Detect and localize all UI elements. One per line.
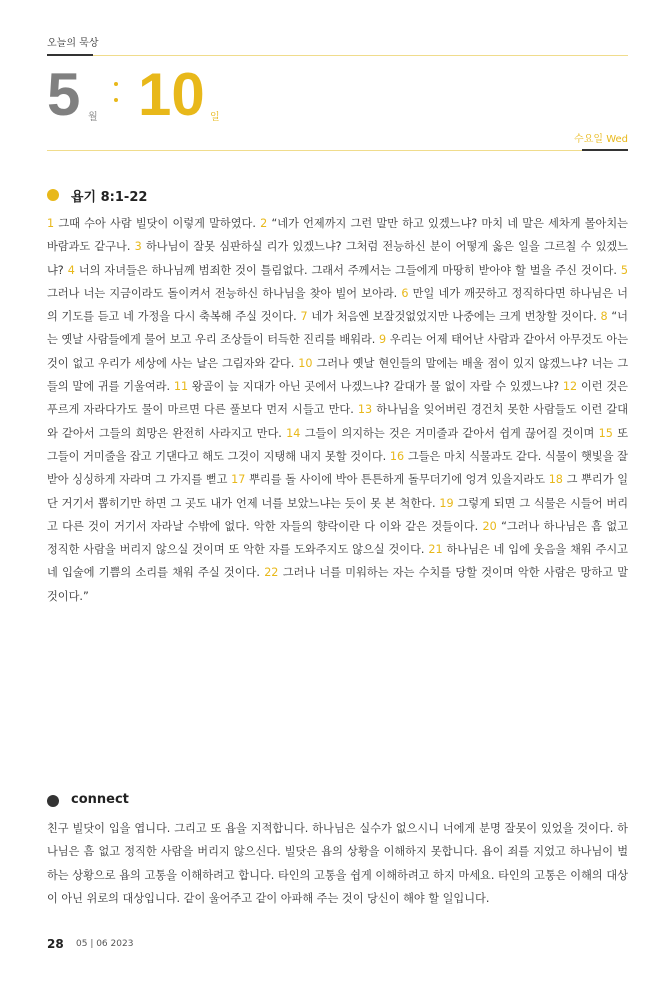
connect-heading: connect <box>71 792 129 807</box>
date-month-unit: 월 <box>88 112 98 123</box>
verse-number: 1 <box>47 217 59 230</box>
verse-text: 이런 것은 푸르게 자라다가도 물이 마르면 다른 풀보다 먼저 시들고 만다. <box>47 380 628 417</box>
verse-text: 그러나 옛날 현인들의 말에는 배울 점이 있지 않겠느냐? 너는 그들의 말에 귀를 기울여라. <box>47 356 629 394</box>
verse-number: 13 <box>357 403 377 417</box>
section-underline <box>47 54 93 56</box>
verse-number: 19 <box>439 496 458 510</box>
verse-text: 만일 네가 깨끗하고 정직하다면 하나님은 너의 기도를 듣고 네 가정을 다시 축복해 주실 것이다. <box>47 286 628 324</box>
verse-number: 7 <box>300 310 312 324</box>
verse-number: 11 <box>173 380 192 394</box>
verse-number: 22 <box>264 566 283 580</box>
verse-number: 21 <box>428 543 447 557</box>
date-colon <box>113 78 119 110</box>
verse-number: 15 <box>598 426 618 440</box>
date-rule <box>47 150 582 151</box>
verse-number: 4 <box>67 263 79 277</box>
passage-reference: 욥기 8:1-22 <box>71 190 148 205</box>
issue-date: 05 | 06 2023 <box>76 939 134 949</box>
verse-text: 네가 처음엔 보잘것없었지만 나중에는 크게 번창할 것이다. <box>311 310 601 324</box>
verse-text: 왕골이 늪 지대가 아닌 곳에서 나겠느냐? 갈대가 물 없이 자랄 수 있겠느냐? <box>191 380 563 394</box>
verse-text: 그러나 너를 미워하는 자는 수치를 당할 것이며 악한 사람은 망하고 말 것이다.” <box>47 566 629 603</box>
verse-number: 8 <box>600 310 612 324</box>
date-month: 5 <box>47 61 81 128</box>
verse-number: 2 <box>260 217 272 230</box>
verse-number: 6 <box>401 286 413 300</box>
passage-bullet-icon <box>47 189 59 201</box>
verse-text: 하나님은 네 입에 웃음을 채워 주시고 네 입술에 기쁨의 소리를 채워 주실 것이다. <box>47 543 628 580</box>
verse-text: “그러나 하나님은 흠 없고 정직한 사람을 버리지 않으실 것이며 또 악한 자를 도와주지도 않으실 것이다. <box>47 519 628 557</box>
verse-text: 그때 수아 사람 빌닷이 이렇게 말하였다. <box>58 217 261 230</box>
verse-number: 18 <box>548 473 567 487</box>
verse-text: 그들이 의지하는 것은 거미줄과 같아서 쉽게 끊어질 것이며 <box>304 426 599 440</box>
weekday-label: 수요일 Wed <box>574 134 628 145</box>
verse-number: 14 <box>286 426 305 440</box>
verse-text: 하나님을 잊어버린 경건치 못한 사람들도 이런 갈대와 같아서 그들의 희망은 완전히 사라지고 만다. <box>47 403 629 440</box>
weekday-underline <box>582 149 628 151</box>
connect-text: 친구 빌닷이 입을 엽니다. 그리고 또 욥을 지적합니다. 하나님은 실수가 없으시니 너에게 분명 잘못이 있었을 것이다. 하나님은 흠 없고 정직한 사람을 버리지 않으신다. 빌닷은 욥의 상황을 이해하지 못합니다. 욥이 죄를 지었고 하나님이 벌하는 상황으로 욥의 고통을 이해하려고 합니다. 타인의 고통을 쉽게 이해하려고 하지 마세요. 타인의 고통은 이해의 대상이 아닌 위로의 대상입니다. 같이 울어주고 같이 아파해 주는 것이 당신이 해야 할 일입니다. <box>47 822 628 905</box>
verse-text: 그렇게 되면 그 식물은 시들어 버리고 다른 것이 거기서 자라날 수밖에 없다. 악한 자들의 향락이란 다 이와 같은 것들이다. <box>47 496 628 533</box>
verse-number: 12 <box>562 380 581 394</box>
verse-text: 너의 자녀들은 하나님께 범죄한 것이 틀림없다. 그래서 주께서는 그들에게 마땅히 받아야 할 벌을 주신 것이다. <box>78 263 621 277</box>
page-number: 28 <box>47 937 64 951</box>
verse-number: 5 <box>620 263 628 277</box>
verse-number: 10 <box>298 356 317 370</box>
verse-text: 그러나 너는 지금이라도 돌이켜서 전능하신 하나님을 찾아 빌어 보아라. <box>47 286 402 300</box>
scripture-text <box>47 212 628 608</box>
verse-text: 또 그들이 거미줄을 잡고 기댄다고 해도 그것이 지탱해 내지 못할 것이다. <box>47 426 629 463</box>
connect-bullet-icon <box>47 795 59 807</box>
verse-text: 그 뿌리가 일단 거기서 뽑히기만 하면 그 곳도 내가 언제 너를 보았느냐는 듯이 못 본 척한다. <box>47 473 628 510</box>
verse-number: 9 <box>379 333 390 347</box>
verse-text: 그들은 마치 식물과도 같다. 식물이 햇빛을 잘 받아 싱싱하게 자라며 그 가지를 뻗고 <box>47 449 628 487</box>
verse-number: 20 <box>482 519 502 533</box>
verse-text: 하나님이 잘못 심판하실 리가 있겠느냐? 그처럼 전능하신 분이 어떻게 옳은 일을 그르칠 수 있겠느냐? <box>47 240 628 277</box>
date-day: 10 <box>138 61 205 128</box>
header-rule <box>93 55 628 56</box>
verse-text: 우리는 어제 태어난 사람과 같아서 아무것도 아는 것이 없고 우리가 세상에 사는 날은 그림자와 같다. <box>47 333 628 370</box>
section-label: 오늘의 묵상 <box>47 38 99 49</box>
verse-text: “너는 옛날 사람들에게 물어 보고 우리 조상들이 터득한 진리를 배워라. <box>47 310 628 347</box>
verse-text: 뿌리를 돌 사이에 박아 튼튼하게 돌무더기에 엉겨 있을지라도 <box>249 473 549 487</box>
verse-number: 3 <box>134 240 146 254</box>
verse-number: 16 <box>389 449 408 463</box>
verse-text: “네가 언제까지 그런 말만 하고 있겠느냐? 마치 네 말은 세차게 몰아치는 바람과도 같구나. <box>47 217 628 254</box>
date-day-unit: 일 <box>210 112 220 123</box>
verse-number: 17 <box>231 473 250 487</box>
